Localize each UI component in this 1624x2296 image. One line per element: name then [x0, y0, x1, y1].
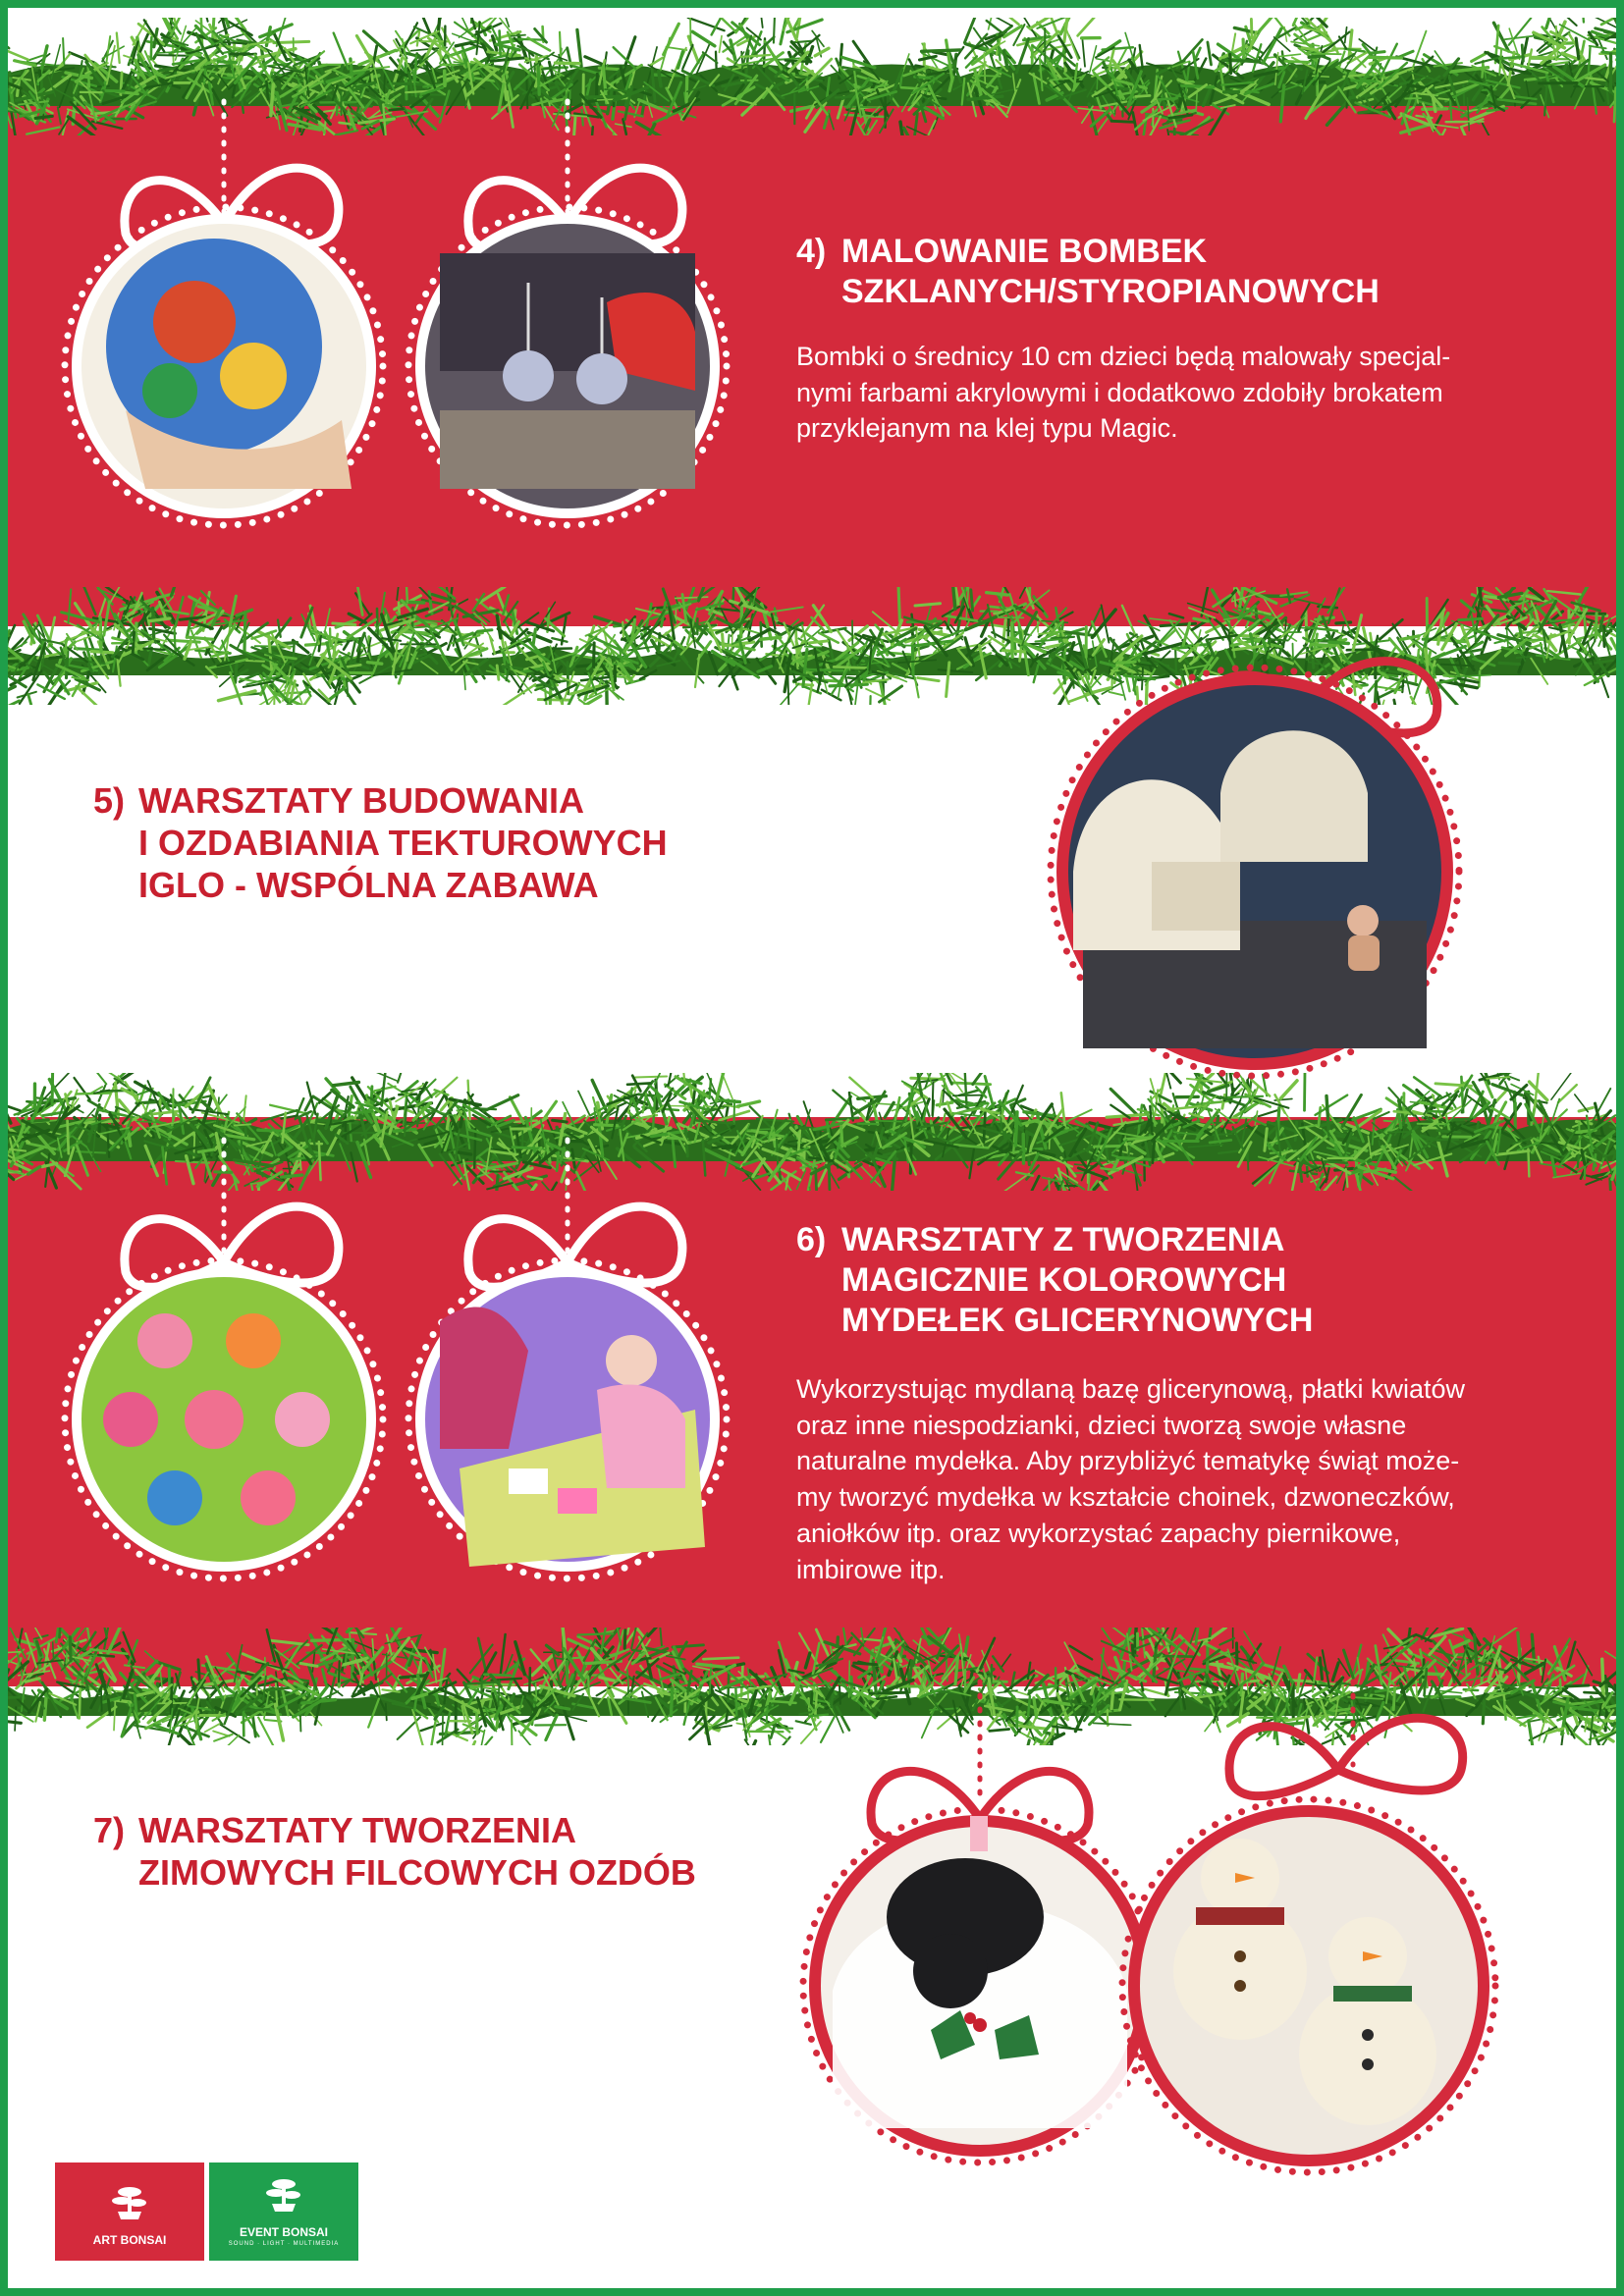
- ornament-glitter-baubles: [401, 96, 734, 528]
- text-line: oraz inne niespodzianki, dzieci tworzą swoje własne: [796, 1410, 1407, 1440]
- section-number: 5): [93, 780, 126, 821]
- section-4-description: [796, 339, 1548, 447]
- section-number: 4): [796, 233, 827, 270]
- ribbon-bow-icon: [1229, 1718, 1463, 1795]
- ornament-soap-workshop: [401, 1135, 734, 1586]
- event-bonsai-logo: [209, 2163, 358, 2261]
- logo-name: ART BONSAI: [92, 2233, 167, 2247]
- heading-line: WARSZTATY BUDOWANIA: [138, 780, 584, 821]
- section-number: 7): [93, 1810, 126, 1850]
- text-line: imbirowe itp.: [796, 1554, 946, 1584]
- section-5-heading: [93, 779, 668, 907]
- text-line: przyklejanym na klej typu Magic.: [796, 413, 1178, 444]
- section-number: 6): [796, 1221, 827, 1258]
- bonsai-tree-icon: [110, 2184, 149, 2223]
- art-bonsai-logo: [55, 2163, 204, 2261]
- text-line: naturalne mydełka. Aby przybliżyć tematykę świąt może-: [796, 1446, 1460, 1476]
- logo-name: EVENT BONSAI: [239, 2225, 328, 2239]
- bonsai-tree-icon: [264, 2176, 303, 2216]
- heading-line: I OZDABIANIA TEKTUROWYCH: [138, 823, 668, 864]
- ornament-igloo-photo: [995, 626, 1466, 1078]
- heading-line: WARSZTATY TWORZENIA: [138, 1810, 576, 1850]
- heading-line: IGLO - WSPÓLNA ZABAWA: [138, 865, 599, 906]
- text-line: Bombki o średnicy 10 cm dzieci będą malowały specjal-: [796, 342, 1451, 371]
- text-line: aniołków itp. oraz wykorzystać zapachy piernikowe,: [796, 1518, 1401, 1548]
- section-4-heading: [796, 232, 1380, 312]
- text-line: Wykorzystując mydlaną bazę glicerynową, płatki kwiatów: [796, 1374, 1466, 1404]
- ornament-soap-molds: [57, 1135, 391, 1586]
- text-line: nymi farbami akrylowymi i dodatkowo zdobiły brokatem: [796, 377, 1443, 407]
- section-7-heading: [93, 1809, 696, 1894]
- ornament-painting-bauble: [57, 96, 391, 528]
- section-6-heading: [796, 1220, 1313, 1340]
- heading-line: MAGICZNIE KOLOROWYCH: [841, 1260, 1287, 1299]
- ornament-felt-snowmen: [1112, 1672, 1544, 2163]
- heading-line: MYDEŁEK GLICERYNOWYCH: [841, 1301, 1314, 1339]
- heading-line: MALOWANIE BOMBEK: [841, 233, 1208, 270]
- text-line: my tworzyć mydełka w kształcie choinek, dzwoneczków,: [796, 1482, 1455, 1513]
- section-6-description: [796, 1371, 1548, 1587]
- logo-subtitle: SOUND · LIGHT · MULTIMEDIA: [228, 2241, 340, 2247]
- heading-line: SZKLANYCH/STYROPIANOWYCH: [841, 272, 1380, 310]
- heading-line: ZIMOWYCH FILCOWYCH OZDÓB: [138, 1852, 696, 1894]
- heading-line: WARSZTATY Z TWORZENIA: [841, 1221, 1285, 1258]
